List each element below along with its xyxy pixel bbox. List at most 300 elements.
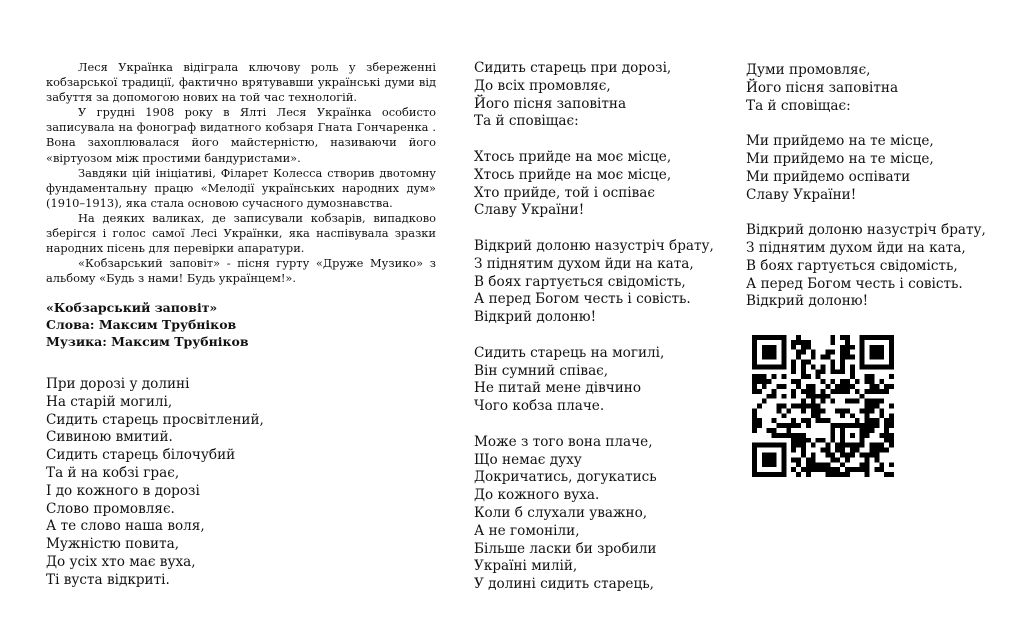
qr-module [835, 389, 840, 394]
qr-module [840, 448, 845, 453]
qr-module [840, 335, 845, 340]
qr-module [879, 335, 884, 340]
qr-module [752, 345, 757, 350]
qr-module [781, 394, 786, 399]
qr-module [821, 418, 826, 423]
qr-module [845, 384, 850, 389]
song-words-credit: Слова: Максим Трубніков [46, 316, 237, 332]
qr-module [796, 443, 801, 448]
stanza [474, 434, 714, 594]
lyric-line: Україні милій, [474, 558, 578, 575]
qr-module [865, 413, 870, 418]
qr-module [870, 350, 875, 355]
qr-module [884, 418, 889, 423]
qr-module [806, 462, 811, 467]
qr-module [767, 379, 772, 384]
qr-module [870, 384, 875, 389]
qr-module [752, 364, 757, 369]
qr-module [879, 350, 884, 355]
lyric-line: Сидить старець просвітлений, [46, 411, 264, 428]
qr-module [825, 350, 830, 355]
qr-module [865, 462, 870, 467]
qr-module [845, 335, 850, 340]
qr-module [874, 418, 879, 423]
stanza [746, 222, 986, 311]
qr-module [865, 408, 870, 413]
qr-module [801, 399, 806, 404]
qr-module [860, 408, 865, 413]
lyric-line: Що немає духу [474, 451, 582, 468]
qr-module [840, 379, 845, 384]
stanza [746, 133, 986, 204]
qr-module [884, 428, 889, 433]
qr-module [781, 453, 786, 458]
qr-module [801, 359, 806, 364]
qr-module [845, 389, 850, 394]
qr-module [874, 399, 879, 404]
qr-module [772, 428, 777, 433]
qr-module [767, 394, 772, 399]
qr-module [801, 438, 806, 443]
qr-module [879, 448, 884, 453]
lyrics-column-3 [746, 62, 986, 329]
qr-module [870, 335, 875, 340]
qr-module [874, 335, 879, 340]
qr-module [811, 355, 816, 360]
qr-module [845, 345, 850, 350]
qr-module [757, 404, 762, 409]
qr-module [855, 379, 860, 384]
qr-module [791, 467, 796, 472]
qr-module [781, 340, 786, 345]
qr-module [776, 423, 781, 428]
qr-module [796, 340, 801, 345]
qr-module [874, 350, 879, 355]
qr-module [874, 384, 879, 389]
qr-module [796, 438, 801, 443]
qr-module [870, 443, 875, 448]
qr-module [752, 379, 757, 384]
qr-module [830, 379, 835, 384]
qr-module [772, 389, 777, 394]
qr-module [884, 389, 889, 394]
lyric-line: Славу України! [746, 186, 857, 203]
qr-module [889, 443, 894, 448]
lyric-line: Коли б слухали уважно, [474, 504, 648, 521]
qr-module [884, 384, 889, 389]
qr-module [845, 443, 850, 448]
qr-module [830, 364, 835, 369]
stanza [746, 62, 986, 115]
qr-module [840, 345, 845, 350]
qr-module [816, 467, 821, 472]
qr-module [860, 350, 865, 355]
qr-module [845, 399, 850, 404]
qr-module [801, 443, 806, 448]
qr-module [752, 359, 757, 364]
qr-module [870, 423, 875, 428]
lyric-line: Та й сповіщає: [746, 97, 851, 114]
qr-module [806, 389, 811, 394]
qr-module [870, 428, 875, 433]
qr-module [801, 374, 806, 379]
qr-module [874, 453, 879, 458]
qr-module [825, 467, 830, 472]
stanza [474, 238, 714, 327]
qr-module [860, 335, 865, 340]
qr-module [825, 448, 830, 453]
qr-module [889, 472, 894, 477]
lyric-line: Чого кобза плаче. [474, 398, 605, 415]
qr-module [845, 453, 850, 458]
qr-module [835, 443, 840, 448]
qr-module [801, 453, 806, 458]
qr-module [889, 423, 894, 428]
qr-module [889, 364, 894, 369]
qr-module [811, 467, 816, 472]
qr-module [757, 389, 762, 394]
qr-module [816, 418, 821, 423]
qr-module [816, 404, 821, 409]
qr-module [889, 359, 894, 364]
qr-module [835, 472, 840, 477]
qr-module [874, 457, 879, 462]
qr-module [825, 394, 830, 399]
qr-module [840, 428, 845, 433]
qr-module [776, 443, 781, 448]
qr-module [860, 423, 865, 428]
qr-module [811, 389, 816, 394]
qr-module [855, 423, 860, 428]
qr-module [850, 374, 855, 379]
qr-module [772, 472, 777, 477]
qr-module [830, 438, 835, 443]
qr-module [865, 457, 870, 462]
qr-module [821, 389, 826, 394]
qr-module [860, 443, 865, 448]
qr-module [776, 335, 781, 340]
qr-module [791, 359, 796, 364]
qr-module [801, 345, 806, 350]
qr-module [830, 433, 835, 438]
qr-module [821, 438, 826, 443]
qr-module [811, 384, 816, 389]
qr-module [840, 359, 845, 364]
qr-module [801, 418, 806, 423]
qr-module [889, 413, 894, 418]
qr-module [879, 408, 884, 413]
qr-module [865, 423, 870, 428]
intro-paragraph: На деяких валиках, де записували кобзарів, випадково зберігся і голос самої Лесі Українки, яка наспівувала зразки народних пісень для перевірки апаратури. [46, 210, 436, 256]
qr-module [806, 345, 811, 350]
qr-module [767, 462, 772, 467]
qr-module [860, 433, 865, 438]
qr-module [884, 364, 889, 369]
lyric-line: А перед Богом честь і совість. [746, 275, 963, 292]
qr-module [801, 364, 806, 369]
qr-module [752, 457, 757, 462]
qr-module [752, 408, 757, 413]
qr-module [796, 335, 801, 340]
qr-module [791, 364, 796, 369]
qr-module [752, 413, 757, 418]
qr-module [845, 408, 850, 413]
qr-module [762, 355, 767, 360]
qr-module [791, 394, 796, 399]
qr-module [879, 433, 884, 438]
qr-module [752, 423, 757, 428]
qr-module [791, 443, 796, 448]
qr-module [840, 350, 845, 355]
qr-module [811, 443, 816, 448]
qr-module [781, 467, 786, 472]
qr-module [767, 443, 772, 448]
qr-module [860, 462, 865, 467]
qr-module [840, 364, 845, 369]
lyric-line: Ми прийдемо оспівати [746, 168, 911, 185]
qr-module [884, 472, 889, 477]
qr-module [816, 369, 821, 374]
lyric-line: Його пісня заповітна [474, 95, 627, 112]
qr-module [791, 340, 796, 345]
qr-module [781, 433, 786, 438]
qr-module [752, 335, 757, 340]
qr-module [791, 369, 796, 374]
qr-module [752, 448, 757, 453]
qr-module [889, 335, 894, 340]
qr-module [752, 428, 757, 433]
qr-module [825, 443, 830, 448]
qr-module [791, 389, 796, 394]
qr-module [865, 379, 870, 384]
lyric-line: В боях гартується свідомість, [746, 257, 958, 274]
qr-module [762, 350, 767, 355]
qr-module [772, 394, 777, 399]
qr-module [772, 364, 777, 369]
qr-module [830, 472, 835, 477]
qr-module [830, 369, 835, 374]
qr-module [835, 369, 840, 374]
qr-module [781, 359, 786, 364]
qr-module [850, 369, 855, 374]
qr-module [840, 423, 845, 428]
lyric-line: Відкрий долоню назустріч брату, [746, 222, 986, 239]
lyric-line: Хтось прийде на моє місце, [474, 166, 672, 183]
qr-module [791, 448, 796, 453]
qr-module [821, 448, 826, 453]
qr-module [772, 462, 777, 467]
qr-module [879, 345, 884, 350]
intro-paragraph: Завдяки цій ініціативі, Філарет Колесса створив двотомну фундаментальну працю «Мелодії українських народних дум» (1910–1913), яка стала основою сучасного думознавства. [46, 165, 436, 210]
qr-module [821, 467, 826, 472]
stanza [46, 376, 264, 590]
qr-module [830, 389, 835, 394]
qr-module [840, 384, 845, 389]
lyric-line: А перед Богом честь і совість. [474, 291, 691, 308]
qr-module [757, 374, 762, 379]
lyric-line: Сидить старець на могилі, [474, 344, 665, 361]
qr-module [781, 443, 786, 448]
qr-module [825, 472, 830, 477]
qr-module [811, 364, 816, 369]
qr-module [840, 472, 845, 477]
qr-module [786, 433, 791, 438]
qr-module [845, 340, 850, 345]
qr-module [845, 467, 850, 472]
qr-module [781, 350, 786, 355]
qr-module [776, 384, 781, 389]
qr-module [811, 350, 816, 355]
qr-module [791, 457, 796, 462]
lyrics-column-1 [46, 376, 264, 607]
qr-module [776, 433, 781, 438]
qr-module [855, 467, 860, 472]
qr-module [752, 472, 757, 477]
qr-module [865, 389, 870, 394]
qr-module [801, 340, 806, 345]
qr-module [786, 423, 791, 428]
qr-module [821, 399, 826, 404]
qr-module [889, 345, 894, 350]
qr-module [874, 443, 879, 448]
qr-module [825, 355, 830, 360]
qr-module [860, 364, 865, 369]
lyric-line: І до кожного в дорозі [46, 482, 200, 499]
qr-module [889, 438, 894, 443]
qr-module [825, 462, 830, 467]
qr-module [879, 413, 884, 418]
qr-module [860, 345, 865, 350]
qr-module [879, 389, 884, 394]
qr-module [855, 448, 860, 453]
qr-module [860, 394, 865, 399]
qr-module [786, 428, 791, 433]
qr-module [757, 443, 762, 448]
stanza [474, 60, 714, 131]
qr-module [850, 467, 855, 472]
qr-module [752, 389, 757, 394]
qr-module [879, 379, 884, 384]
lyric-line: Мужністю повита, [46, 536, 180, 553]
qr-module [821, 379, 826, 384]
qr-module [811, 399, 816, 404]
qr-module [850, 345, 855, 350]
qr-module [850, 355, 855, 360]
qr-module [830, 457, 835, 462]
qr-module [772, 350, 777, 355]
qr-module [845, 472, 850, 477]
qr-module [879, 467, 884, 472]
qr-module [821, 355, 826, 360]
qr-module [796, 384, 801, 389]
qr-module [767, 335, 772, 340]
qr-module [874, 404, 879, 409]
qr-module [752, 443, 757, 448]
song-title: «Кобзарський заповіт» [46, 300, 218, 315]
qr-module [850, 364, 855, 369]
qr-module [762, 472, 767, 477]
qr-module [825, 418, 830, 423]
qr-module [762, 374, 767, 379]
qr-module [781, 374, 786, 379]
stanza [474, 345, 714, 416]
qr-module [762, 345, 767, 350]
qr-module [870, 453, 875, 458]
qr-module [752, 453, 757, 458]
qr-module [811, 457, 816, 462]
qr-module [757, 335, 762, 340]
qr-module [850, 453, 855, 458]
lyric-line: Ті вуста відкриті. [46, 571, 170, 588]
qr-module [855, 443, 860, 448]
qr-module [874, 423, 879, 428]
qr-module [865, 467, 870, 472]
stanza [474, 149, 714, 220]
qr-module [855, 389, 860, 394]
qr-module [889, 340, 894, 345]
qr-module [772, 443, 777, 448]
qr-module [796, 433, 801, 438]
qr-module [772, 433, 777, 438]
qr-module [870, 364, 875, 369]
qr-module [870, 448, 875, 453]
qr-module [762, 462, 767, 467]
qr-module [845, 355, 850, 360]
qr-module [767, 453, 772, 458]
qr-module [830, 340, 835, 345]
qr-module [884, 423, 889, 428]
qr-module [860, 355, 865, 360]
qr-module [840, 443, 845, 448]
qr-module [850, 413, 855, 418]
qr-module [801, 389, 806, 394]
qr-module [781, 423, 786, 428]
lyric-line: Ми прийдемо на те місце, [746, 150, 934, 167]
qr-module [865, 335, 870, 340]
qr-module [762, 384, 767, 389]
qr-module [801, 369, 806, 374]
lyric-line: До кожного вуха. [474, 487, 600, 504]
qr-module [806, 423, 811, 428]
qr-module [752, 467, 757, 472]
intro-text [46, 60, 436, 286]
qr-module [884, 438, 889, 443]
qr-module [781, 472, 786, 477]
qr-module [767, 345, 772, 350]
qr-module [811, 413, 816, 418]
qr-module [816, 374, 821, 379]
qr-module [870, 345, 875, 350]
lyric-line: Він сумний співає, [474, 362, 609, 379]
qr-module [840, 438, 845, 443]
qr-module [835, 384, 840, 389]
qr-module [870, 418, 875, 423]
qr-module [801, 448, 806, 453]
qr-module [752, 350, 757, 355]
qr-module [816, 394, 821, 399]
qr-module [752, 462, 757, 467]
qr-module [840, 453, 845, 458]
qr-module [796, 457, 801, 462]
qr-code-icon[interactable] [752, 335, 894, 477]
qr-module [889, 462, 894, 467]
qr-module [762, 399, 767, 404]
qr-module [845, 423, 850, 428]
lyric-line: Не питай мене дівчино [474, 380, 642, 397]
qr-module [796, 462, 801, 467]
qr-module [781, 448, 786, 453]
qr-module [752, 418, 757, 423]
